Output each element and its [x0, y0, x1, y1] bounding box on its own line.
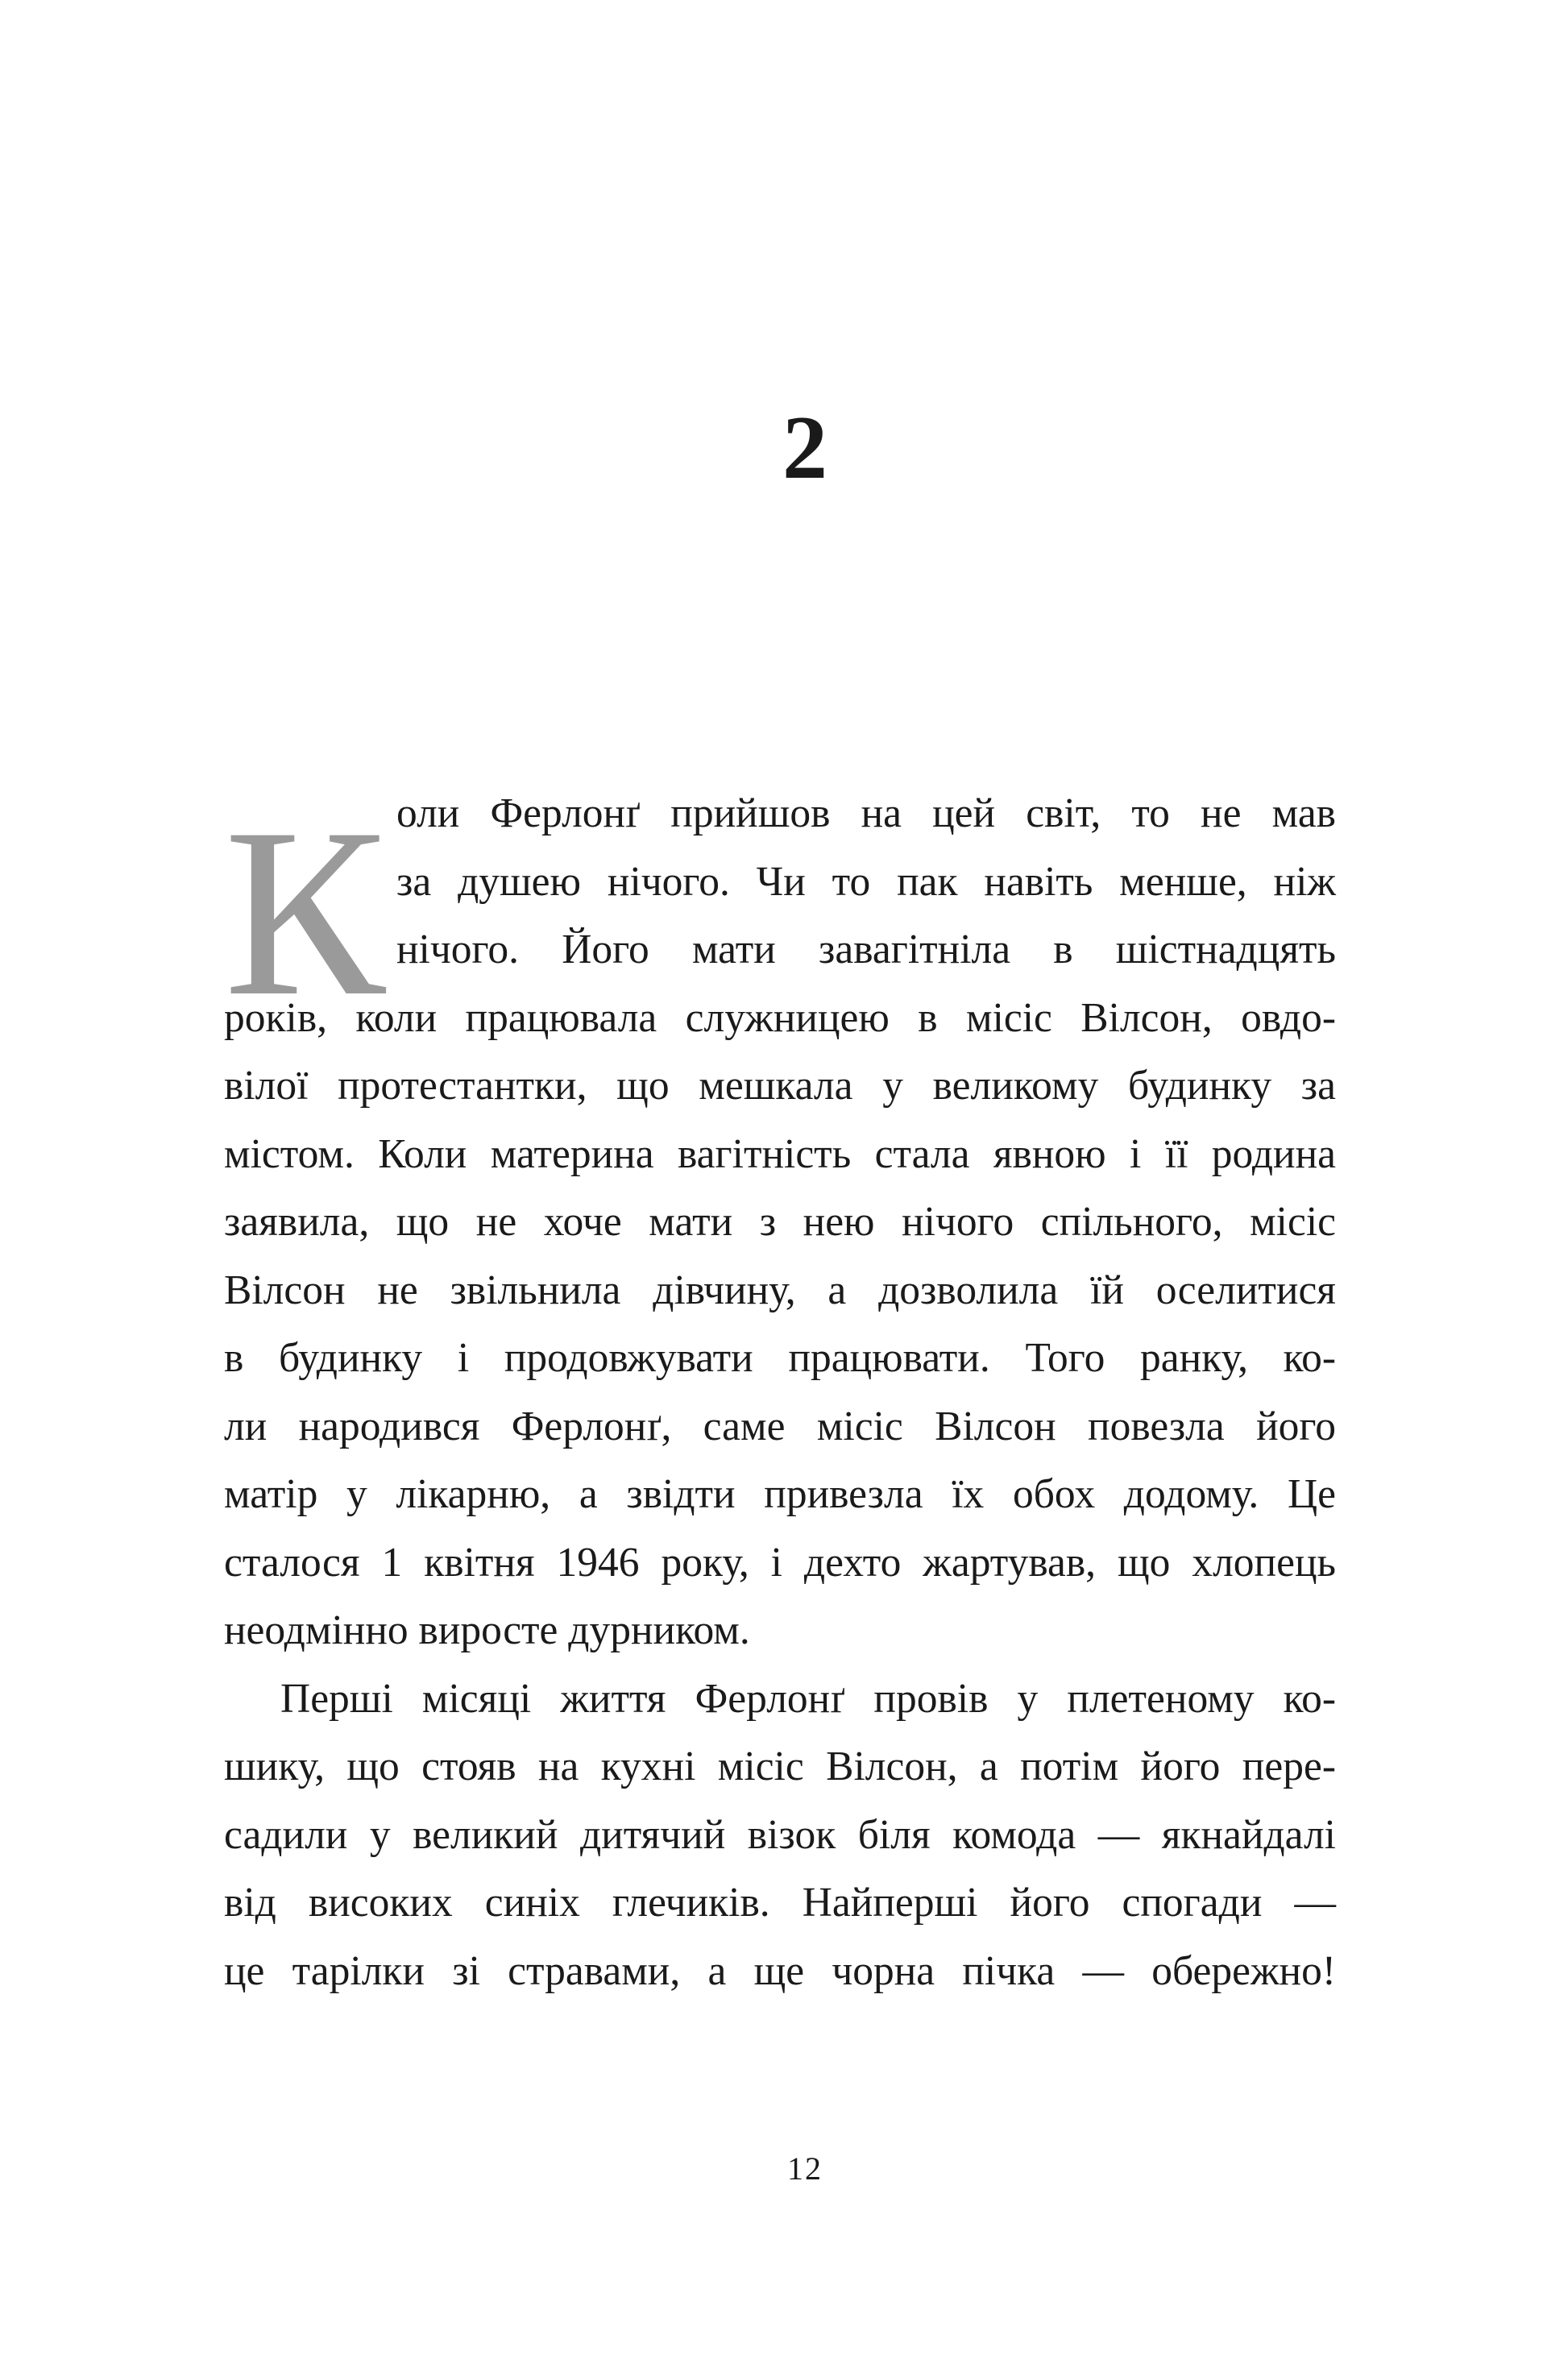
text-line: Вілсон не звільнила дівчину, а дозволила їй оселитися — [224, 1267, 1336, 1313]
text-line: нічого. Його мати завагітніла в шістнадцять — [396, 927, 1336, 972]
text-line: Перші місяці життя Ферлонґ провів у плетеному ко- — [280, 1675, 1336, 1722]
body-text — [224, 780, 1336, 2005]
drop-cap: К — [224, 778, 386, 1046]
text-line: ли народився Ферлонґ, саме місіс Вілсон повезла його — [224, 1403, 1336, 1449]
text-line: від високих синіх глечиків. Найперші його спогади — — [224, 1880, 1336, 1926]
text-line: сталося 1 квітня 1946 року, і дехто жартував, що хлопець — [224, 1539, 1336, 1586]
text-line: за душею нічого. Чи то пак навіть менше, ніж — [396, 858, 1336, 905]
text-line: матір у лікарню, а звідти привезла їх обох додому. Це — [224, 1471, 1336, 1517]
page-number: 12 — [787, 2150, 823, 2187]
text-line: шику, що стояв на кухні місіс Вілсон, а потім його пере- — [224, 1744, 1336, 1789]
text-line: оли Ферлонґ прийшов на цей світ, то не мав — [396, 790, 1336, 836]
text-line: містом. Коли материна вагітність стала явною і її родина — [224, 1130, 1336, 1177]
text-line: неодмінно виросте дурником. — [224, 1607, 750, 1653]
text-line: садили у великий дитячий візок біля комода — якнайдалі — [224, 1811, 1336, 1858]
text-line: років, коли працювала служницею в місіс Вілсон, овдо- — [224, 994, 1336, 1041]
paragraph-2 — [224, 1665, 1336, 2006]
text-line: це тарілки зі стравами, а ще чорна пічка — обережно! — [224, 1947, 1336, 1994]
paragraph-1 — [224, 780, 1336, 1665]
text-line: заявила, що не хоче мати з нею нічого спільного, місіс — [224, 1199, 1336, 1245]
text-line: вілої протестантки, що мешкала у великому будинку за — [224, 1063, 1336, 1109]
chapter-number: 2 — [782, 398, 827, 498]
text-line: в будинку і продовжувати працювати. Того ранку, ко- — [224, 1335, 1336, 1381]
